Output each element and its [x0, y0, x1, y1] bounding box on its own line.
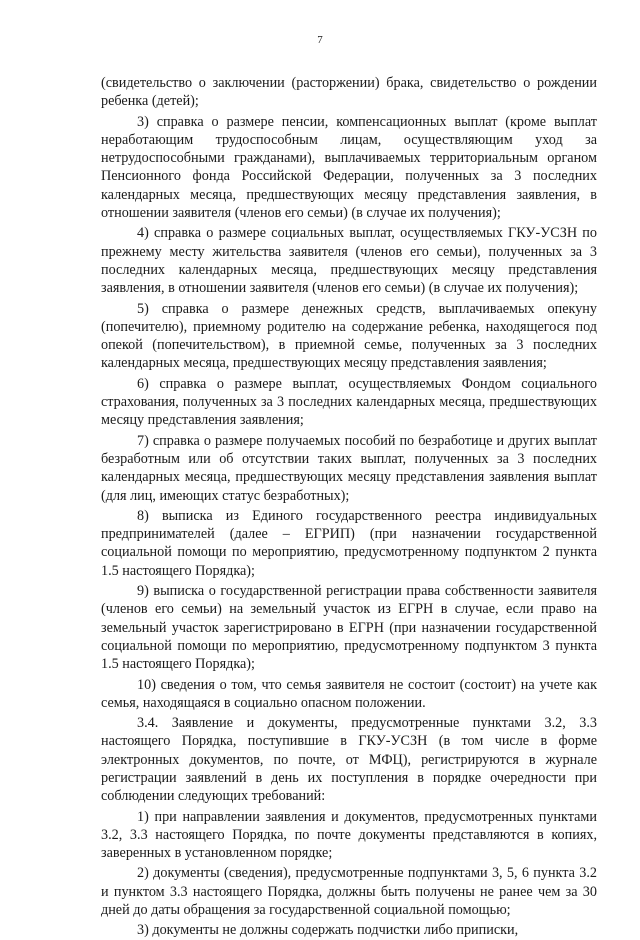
- paragraph-item-8: 8) выписка из Единого государственного реестра индивидуальных предпринимателей (далее – ЕГРИП) (при назначении государственной социальной помощи по мероприятию, предусмотренному подпунктом 2 пункта 1.5 настоящего Порядка);: [101, 507, 597, 579]
- paragraph-requirement-3: 3) документы не должны содержать подчистки либо приписки,: [137, 922, 519, 939]
- paragraph-requirement-2: 2) документы (сведения), предусмотренные подпунктами 3, 5, 6 пункта 3.2 и пунктом 3.3 настоящего Порядка, должны быть получены не ранее чем за 30 дней до даты обращения за государственной социальной помощью;: [101, 865, 597, 919]
- paragraph-section-3-4: 3.4. Заявление и документы, предусмотренные пунктами 3.2, 3.3 настоящего Порядка, поступившие в ГКУ-УСЗН (в том числе в форме электронных документов, по почте, от МФЦ), регистрируются в журнале регистрации заявлений в день их поступления в порядке очередности при соблюдении следующих требований:: [101, 715, 597, 805]
- document-body: [101, 74, 597, 940]
- paragraph-item-9: 9) выписка о государственной регистрации права собственности заявителя (членов его семьи) на земельный участок из ЕГРН в случае, если право на земельный участок зарегистрировано в ЕГРН (при назначении государственной социальной помощи по мероприятию, предусмотренному подпунктом 3 пункта 1.5 настоящего Порядка);: [101, 583, 597, 673]
- paragraph-requirement-1: 1) при направлении заявления и документов, предусмотренных пунктами 3.2, 3.3 настоящего Порядка, по почте документы представляются в копиях, заверенных в установленном порядке;: [101, 808, 597, 862]
- paragraph-item-4: 4) справка о размере социальных выплат, осуществляемых ГКУ-УСЗН по прежнему месту жительства заявителя (членов его семьи), полученных за 3 последних календарных месяца, предшествующих месяцу представления заявления, в отношении заявителя (членов его семьи) (в случае их получения);: [101, 225, 597, 297]
- paragraph-item-3: 3) справка о размере пенсии, компенсационных выплат (кроме выплат неработающим трудоспособным лицам, осуществляющим уход за нетрудоспособными гражданами), выплачиваемых территориальным органом Пенсионного фонда Российской Федерации, полученных за 3 последних календарных месяца, предшествующих месяцу представления заявления, в отношении заявителя (членов его семьи) (в случае их получения);: [101, 113, 597, 222]
- paragraph-item-7: 7) справка о размере получаемых пособий по безработице и других выплат безработным или об отсутствии таких выплат, полученных за 3 последних календарных месяца, предшествующих месяцу представления заявления выплат (для лиц, имеющих статус безработных);: [101, 432, 597, 504]
- page-number: 7: [317, 34, 323, 46]
- paragraph-continuation: (свидетельство о заключении (расторжении) брака, свидетельство о рождении ребенка (детей);: [101, 75, 597, 110]
- paragraph-item-10: 10) сведения о том, что семья заявителя не состоит (состоит) на учете как семья, находящаяся в социально опасном положении.: [101, 676, 597, 711]
- paragraph-item-5: 5) справка о размере денежных средств, выплачиваемых опекуну (попечителю), приемному родителю на содержание ребенка, находящегося под опекой (попечительством), в приемной семье, полученных за 3 последних календарных месяца, предшествующих месяцу представления заявления;: [101, 300, 597, 372]
- paragraph-item-6: 6) справка о размере выплат, осуществляемых Фондом социального страхования, полученных за 3 последних календарных месяца, предшествующих месяцу представления заявления;: [101, 375, 597, 429]
